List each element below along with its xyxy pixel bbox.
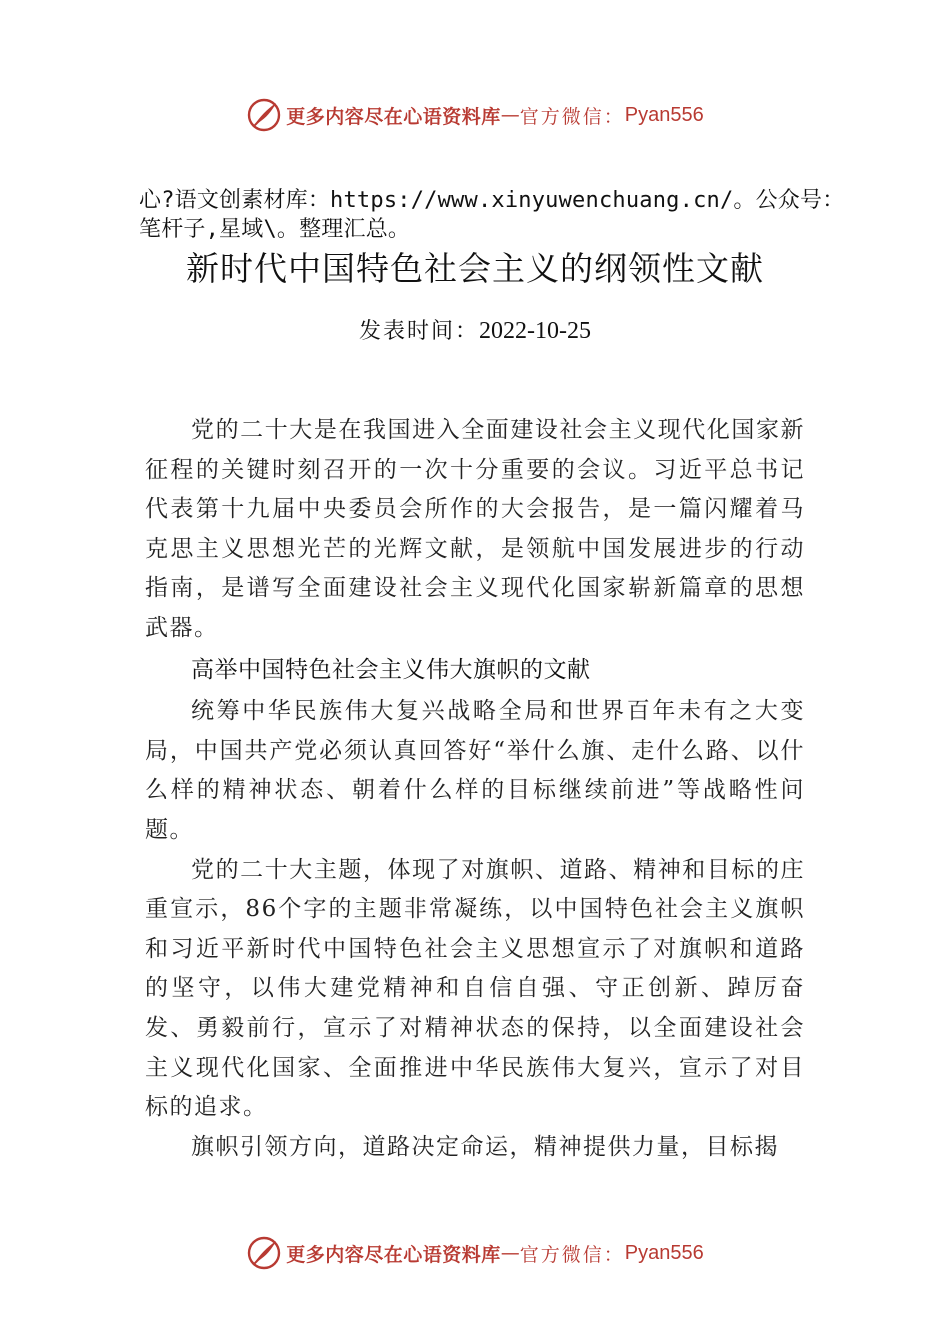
banner-wechat-account: Pyan556 (624, 1241, 704, 1264)
paragraph-intro: 党的二十大是在我国进入全面建设社会主义现代化国家新征程的关键时刻召开的一次十分重要的会议。习近平总书记代表第十九届中央委员会所作的大会报告，是一篇闪耀着马克思主义思想光芒的光辉文献，是领航中国发展进步的行动指南，是谱写全面建设社会主义现代化国家崭新篇章的思想武器。 (145, 417, 805, 641)
banner-wechat-account: Pyan556 (624, 103, 704, 126)
publish-date (0, 316, 950, 347)
paragraph: 党的二十大主题，体现了对旗帜、道路、精神和目标的庄重宣示，86个字的主题非常凝练，以中国特色社会主义旗帜和习近平新时代中国特色社会主义思想宣示了对旗帜和道路的坚守，以伟大建党精神和自信自强、守正创新、踔厉奋发、勇毅前行，宣示了对精神状态的保持，以全面建设社会主义现代化国家、全面推进中华民族伟大复兴，宣示了对目标的追求。 (145, 856, 805, 1121)
paragraph: 统筹中华民族伟大复兴战略全局和世界百年未有之大变局，中国共产党必须认真回答好“举什么旗、走什么路、以什么样的精神状态、朝着什么样的目标继续前进”等战略性问题。 (145, 698, 805, 843)
banner-separator: — (500, 104, 520, 126)
banner-separator: — (500, 1242, 520, 1264)
banner-wechat-label: 官方微信： (519, 105, 625, 128)
footer-banner (0, 1233, 950, 1273)
article-body (145, 411, 805, 1167)
header-banner (0, 95, 950, 135)
quill-logo-icon (246, 97, 282, 133)
banner-main-text: 更多内容尽在心语资料库 (286, 105, 501, 128)
section-heading: 高举中国特色社会主义伟大旗帜的文献 (191, 656, 591, 683)
banner-main-text: 更多内容尽在心语资料库 (286, 1243, 501, 1266)
source-note: 心?语文创素材库：https://www.xinyuwenchuang.cn/。公众号：笔杆子,星域\。整理汇总。 (139, 188, 845, 242)
publish-date-label: 发表时间： (359, 319, 480, 344)
paragraph: 旗帜引领方向，道路决定命运，精神提供力量，目标揭 (191, 1133, 779, 1160)
banner-wechat-label: 官方微信： (519, 1243, 625, 1266)
article-title: 新时代中国特色社会主义的纲领性文献 (186, 249, 764, 288)
quill-logo-icon (246, 1235, 282, 1271)
publish-date-value: 2022-10-25 (479, 318, 591, 344)
